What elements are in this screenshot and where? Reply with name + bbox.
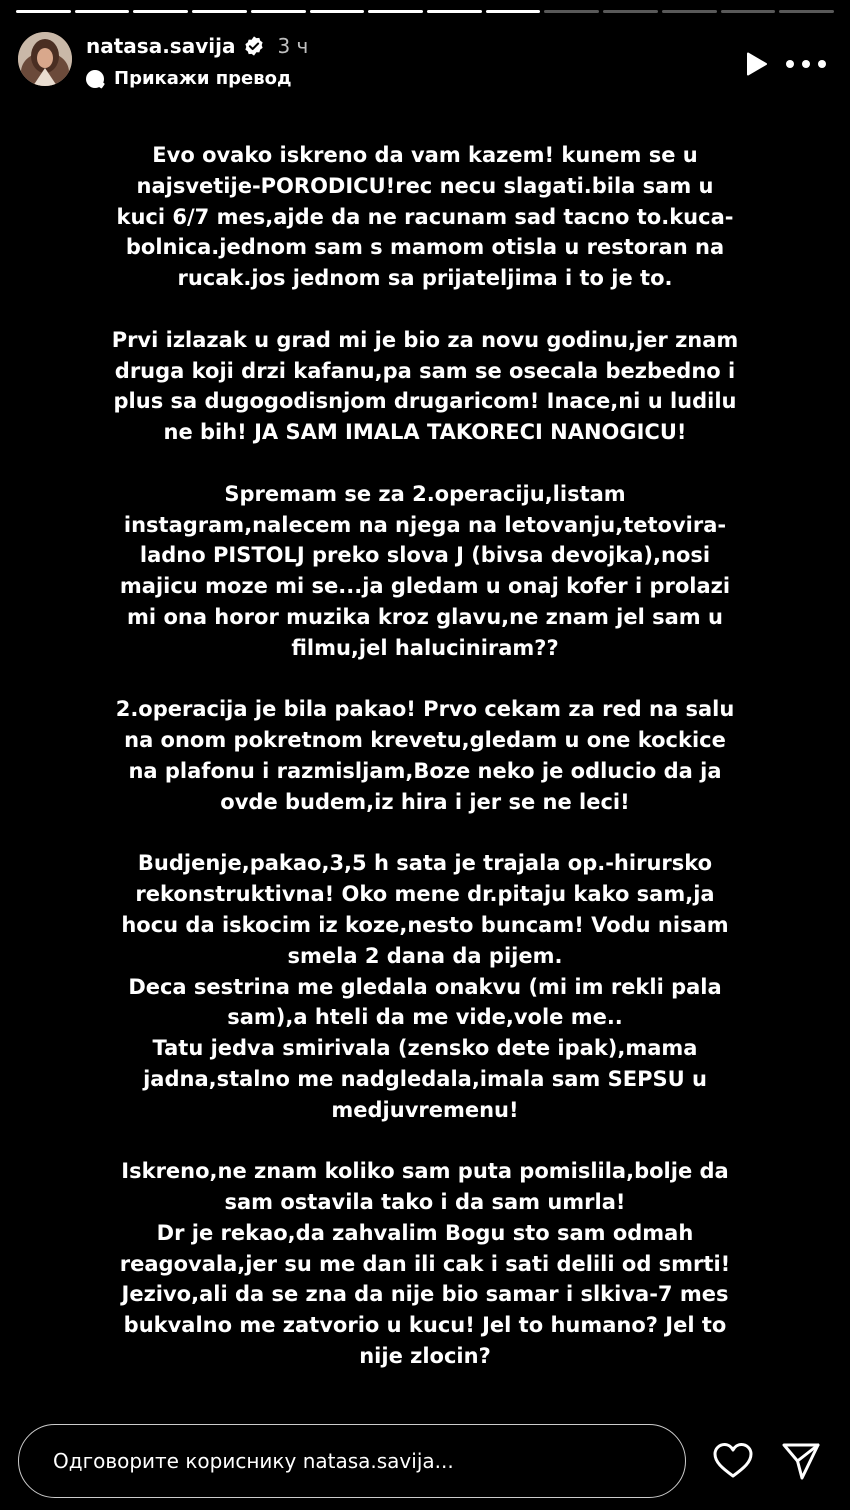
- story-paragraph: Evo ovako iskreno da vam kazem! kunem se u najsvetije-PORODICU!rec necu slagati.bila sam u kuci 6/7 mes,ajde da ne racunam sad tacno to.kuca- bolnica.jednom sam s mamom otisla u restoran na rucak.jos jednom sa prijateljima i to je to.: [116, 143, 734, 291]
- progress-segment: [251, 10, 306, 13]
- progress-segment: [75, 10, 130, 13]
- story-paragraph: Budjenje,pakao,3,5 h sata je trajala op.-hirursko rekonstruktivna! Oko mene dr.pitaju kako sam,ja hocu da iskocim iz koze,nesto buncam! Vodu nisam smela 2 dana da pijem. Deca sestrina me gledala onakvu (mi im rekli pala sam),a hteli da me vide,vole me.. Tatu jedva smirivala (zensko dete ipak),mama jadna,stalno me nadgledala,imala sam SEPSU u medjuvremenu!: [121, 851, 729, 1122]
- progress-segment: [368, 10, 423, 13]
- translate-bubble-icon: [86, 70, 104, 88]
- progress-segment: [427, 10, 482, 13]
- heart-icon[interactable]: [712, 1440, 754, 1482]
- progress-segment: [192, 10, 247, 13]
- story-paragraph: Spremam se za 2.operaciju,listam instagram,nalecem na njega na letovanju,tetovira- ladno PISTOLJ preko slova J (bivsa devojka),nosi majicu moze mi se...ja gledam u onaj kofer i prolazi mi ona horor muzika kroz glavu,ne znam jel sam u filmu,jel haluciniram??: [119, 481, 731, 660]
- progress-segment: [486, 10, 541, 13]
- send-icon[interactable]: [780, 1440, 822, 1482]
- post-time: 3 ч: [277, 34, 309, 58]
- story-text: [100, 140, 750, 1403]
- more-dot: [818, 60, 826, 68]
- progress-segment: [721, 10, 776, 13]
- username[interactable]: natasa.savija: [86, 34, 236, 58]
- translate-link[interactable]: [86, 68, 292, 89]
- progress-segment: [544, 10, 599, 13]
- verified-badge-icon: [243, 35, 265, 57]
- translate-label: Прикажи превод: [114, 68, 292, 89]
- story-progress-bar: [16, 10, 834, 13]
- avatar-image: [18, 32, 72, 86]
- progress-segment: [310, 10, 365, 13]
- play-icon[interactable]: [742, 50, 770, 78]
- story-paragraph: Iskreno,ne znam koliko sam puta pomislila,bolje da sam ostavila tako i da sam umrla! Dr je rekao,da zahvalim Bogu sto sam odmah reagovala,jer su me dan ili cak i sati delili od smrti! Jezivo,ali da se zna da nije bio samar i slkiva-7 mes bukvalno me zatvorio u kucu! Jel to humano? Jel to nije zlocin?: [119, 1159, 731, 1369]
- avatar[interactable]: [18, 32, 72, 86]
- story-header: [18, 32, 826, 92]
- reply-placeholder: Одговорите кориснику natasa.savija...: [53, 1449, 454, 1473]
- reply-input[interactable]: [18, 1424, 686, 1498]
- progress-segment: [662, 10, 717, 13]
- more-dot: [802, 60, 810, 68]
- progress-segment: [603, 10, 658, 13]
- more-options-icon[interactable]: [786, 50, 826, 78]
- user-info: [86, 34, 308, 58]
- progress-segment: [779, 10, 834, 13]
- story-paragraph: 2.operacija je bila pakao! Prvo cekam za red na salu na onom pokretnom krevetu,gledam u one kockice na plafonu i razmisljam,Boze neko je odlucio da ja ovde budem,iz hira i jer se ne leci!: [115, 697, 735, 814]
- progress-segment: [133, 10, 188, 13]
- progress-segment: [16, 10, 71, 13]
- story-paragraph: Prvi izlazak u grad mi je bio za novu godinu,jer znam druga koji drzi kafanu,pa sam se osecala bezbedno i plus sa dugogodisnjom drugaricom! Inace,ni u ludilu ne bih! JA SAM IMALA TAKORECI NANOGICU!: [111, 327, 739, 445]
- more-dot: [786, 60, 794, 68]
